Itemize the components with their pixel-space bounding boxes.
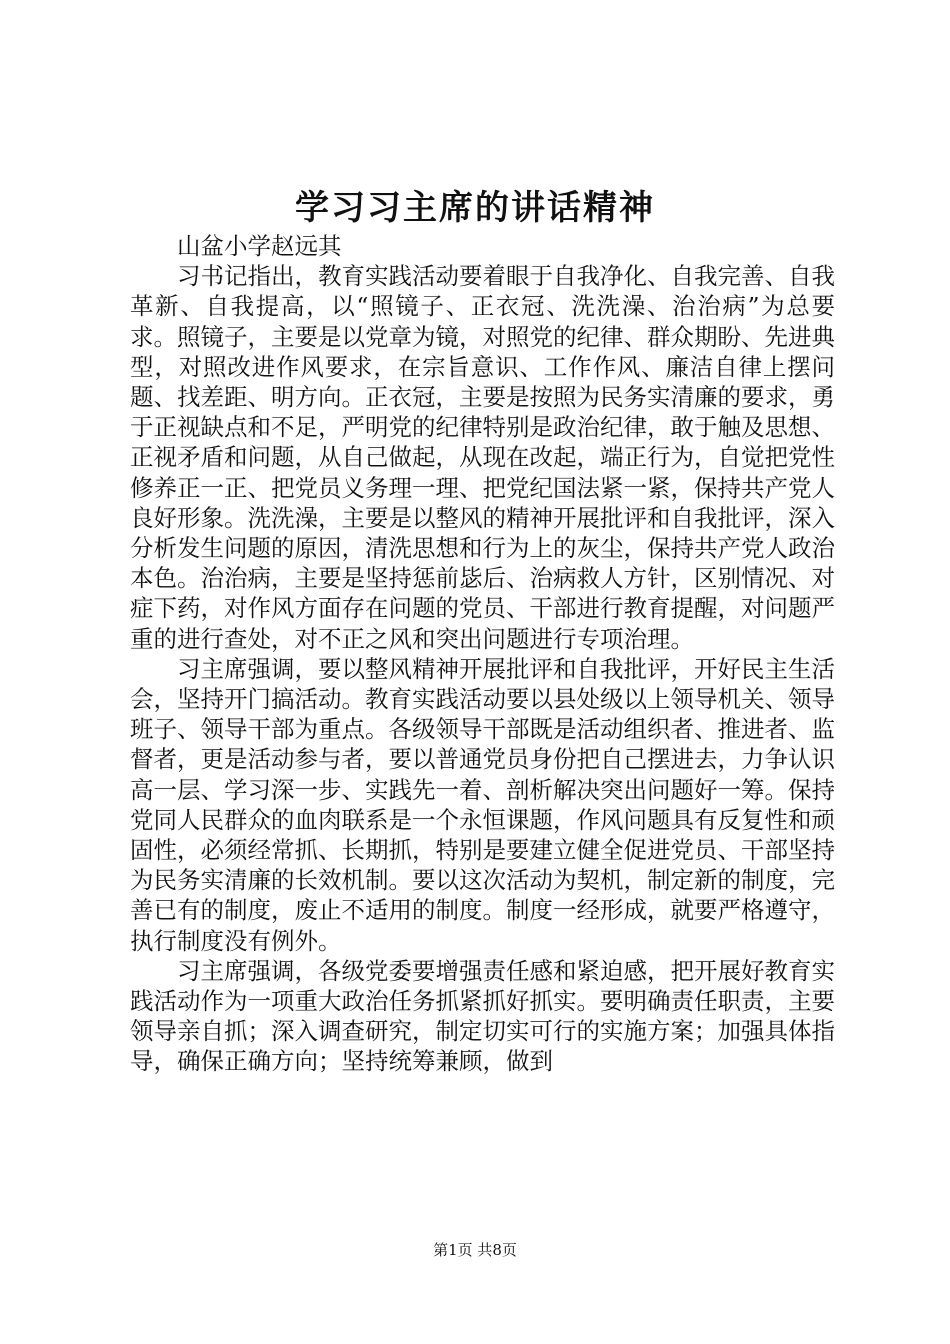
paragraph-3: 习主席强调，各级党委要增强责任感和紧迫感，把开展好教育实践活动作为一项重大政治任务抓紧抓好抓实。要明确责任职责，主要领导亲自抓；深入调查研究，制定切实可行的实施方案；加强具体指导，确保正确方向；坚持统筹兼顾，做到 xyxy=(130,956,835,1076)
author-line: 山盆小学赵远其 xyxy=(177,232,342,260)
paragraph-2: 习主席强调，要以整风精神开展批评和自我批评，开好民主生活会，坚持开门搞活动。教育实践活动要以县处级以上领导机关、领导班子、领导干部为重点。各级领导干部既是活动组织者、推进者、监督者，更是活动参与者，要以普通党员身份把自己摆进去，力争认识高一层、学习深一步、实践先一着、剖析解决突出问题好一筹。保持党同人民群众的血肉联系是一个永恒课题，作风问题具有反复性和顽固性，必须经常抓、长期抓，特别是要建立健全促进党员、干部坚持为民务实清廉的长效机制。要以这次活动为契机，制定新的制度，完善已有的制度，废止不适用的制度。制度一经形成，就要严格遵守，执行制度没有例外。 xyxy=(130,654,835,955)
document-body xyxy=(130,231,835,1077)
page-footer: 第1页 共8页 xyxy=(433,1241,517,1259)
document-title: 学习习主席的讲话精神 xyxy=(295,188,655,228)
paragraph-1: 习书记指出，教育实践活动要着眼于自我净化、自我完善、自我革新、自我提高，以“照镜子、正衣冠、洗洗澡、治治病”为总要求。照镜子，主要是以党章为镜，对照党的纪律、群众期盼、先进典型，对照改进作风要求，在宗旨意识、工作作风、廉洁自律上摆问题、找差距、明方向。正衣冠，主要是按照为民务实清廉的要求，勇于正视缺点和不足，严明党的纪律特别是政治纪律，敢于触及思想、正视矛盾和问题，从自己做起，从现在改起，端正行为，自觉把党性修养正一正、把党员义务理一理、把党纪国法紧一紧，保持共产党人良好形象。洗洗澡，主要是以整风的精神开展批评和自我批评，深入分析发生问题的原因，清洗思想和行为上的灰尘，保持共产党人政治本色。治治病，主要是坚持惩前毖后、治病救人方针，区别情况、对症下药，对作风方面存在问题的党员、干部进行教育提醒，对问题严重的进行查处，对不正之风和突出问题进行专项治理。 xyxy=(130,262,835,653)
